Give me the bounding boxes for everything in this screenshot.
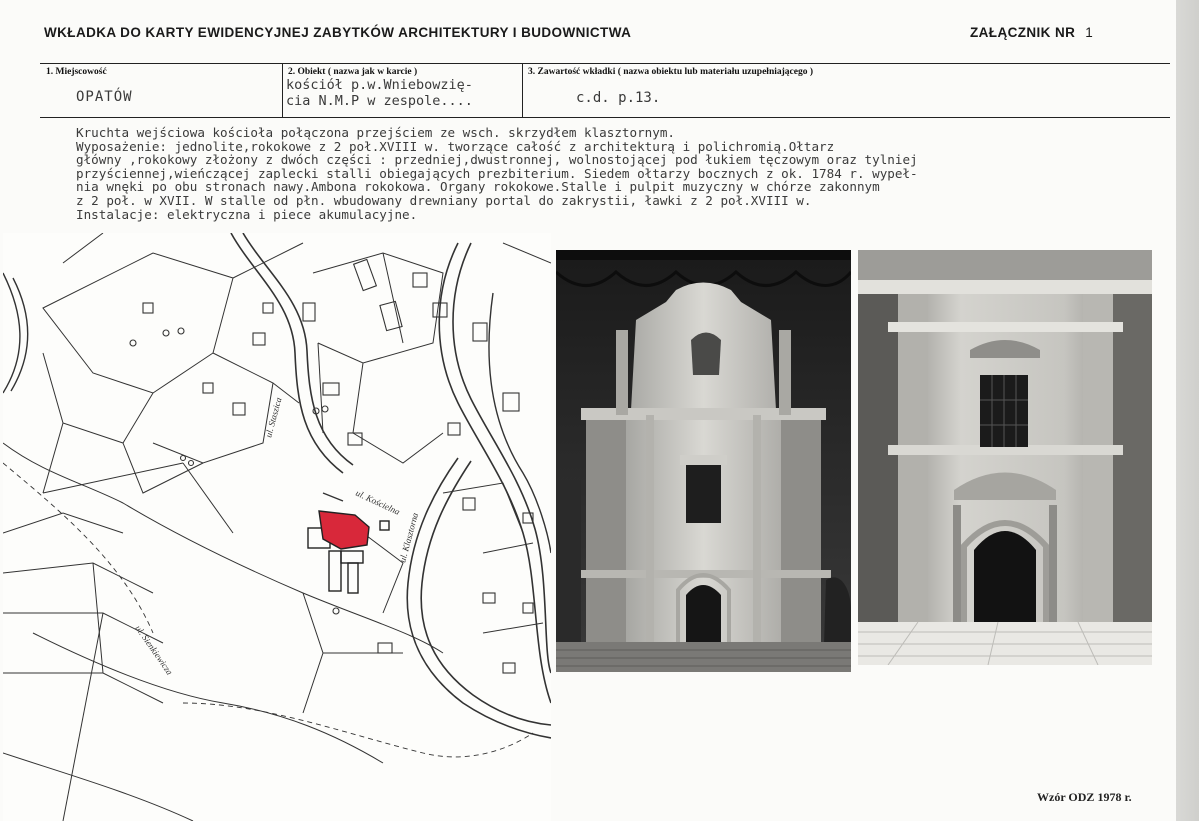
annex-heading bbox=[970, 25, 1093, 40]
description-line: z 2 poł. w XVII. W stalle od płn. wbudowany drewniany portal do zakrystii, ławki z 2 poł.XVIII w. bbox=[76, 192, 812, 208]
description-text bbox=[76, 126, 1176, 221]
street-label: ul. Kościelna bbox=[354, 487, 402, 517]
annex-label: ZAŁĄCZNIK NR bbox=[970, 25, 1076, 40]
field-object-label: 2. Obiekt ( nazwa jak w karcie ) bbox=[288, 67, 418, 77]
site-plan-map bbox=[3, 233, 551, 821]
field-content-label: 3. Zawartość wkładki ( nazwa obiektu lub materiału uzupełniającego ) bbox=[528, 67, 814, 77]
church-portal-photo bbox=[858, 250, 1152, 665]
field-object bbox=[282, 64, 523, 117]
field-content-value: c.d. p.13. bbox=[576, 90, 661, 106]
description-line: Wyposażenie: jednolite,rokokowe z 2 poł.XVIII w. tworzące całość z architekturą i polichromią.Ołtarz bbox=[76, 138, 835, 154]
description-line: nia wnęki po obu stronach nawy.Ambona rokokowa. Organy rokokowe.Stalle i pulpit muzyczny w chórze zakonnym bbox=[76, 179, 880, 195]
field-locality-value: OPATÓW bbox=[76, 89, 133, 105]
field-content bbox=[522, 64, 1170, 117]
description-line: główny ,rokokowy złożony z dwóch części : przedniej,dwustronnej, wolnostojącej pod łukiem tęczowym oraz tylniej bbox=[76, 152, 918, 168]
street-label: ul. Sienkiewicza bbox=[133, 623, 175, 677]
church-facade-photo bbox=[556, 250, 851, 672]
field-locality bbox=[40, 64, 283, 117]
description-line: przyściennej,wieńczącej zaplecki stalli obiegających prezbiterium. Siedem ołtarzy bocznych z ok. 1784 r. wypeł- bbox=[76, 165, 918, 181]
description-line: Kruchta wejściowa kościoła połączona przejściem ze wsch. skrzydłem klasztornym. bbox=[76, 125, 675, 140]
field-object-value-line1: kościół p.w.Wniebowzię- bbox=[286, 77, 473, 93]
field-object-value-line2: cia N.M.P w zespole.... bbox=[286, 93, 473, 109]
field-locality-label: 1. Miejscowość bbox=[46, 67, 107, 77]
description-line: Instalacje: elektryczna i piece akumulacyjne. bbox=[76, 206, 418, 222]
street-label: ul. Klasztorna bbox=[397, 511, 421, 564]
form-fields-row bbox=[40, 63, 1170, 118]
church-highlight bbox=[319, 511, 369, 549]
scan-edge bbox=[1176, 0, 1199, 821]
form-template-footer: Wzór ODZ 1978 r. bbox=[1037, 790, 1132, 804]
annex-number: 1 bbox=[1085, 25, 1094, 40]
street-label: ul. Staszica bbox=[263, 396, 284, 439]
document-title: WKŁADKA DO KARTY EWIDENCYJNEJ ZABYTKÓW ARCHITEKTURY I BUDOWNICTWA bbox=[44, 25, 632, 40]
